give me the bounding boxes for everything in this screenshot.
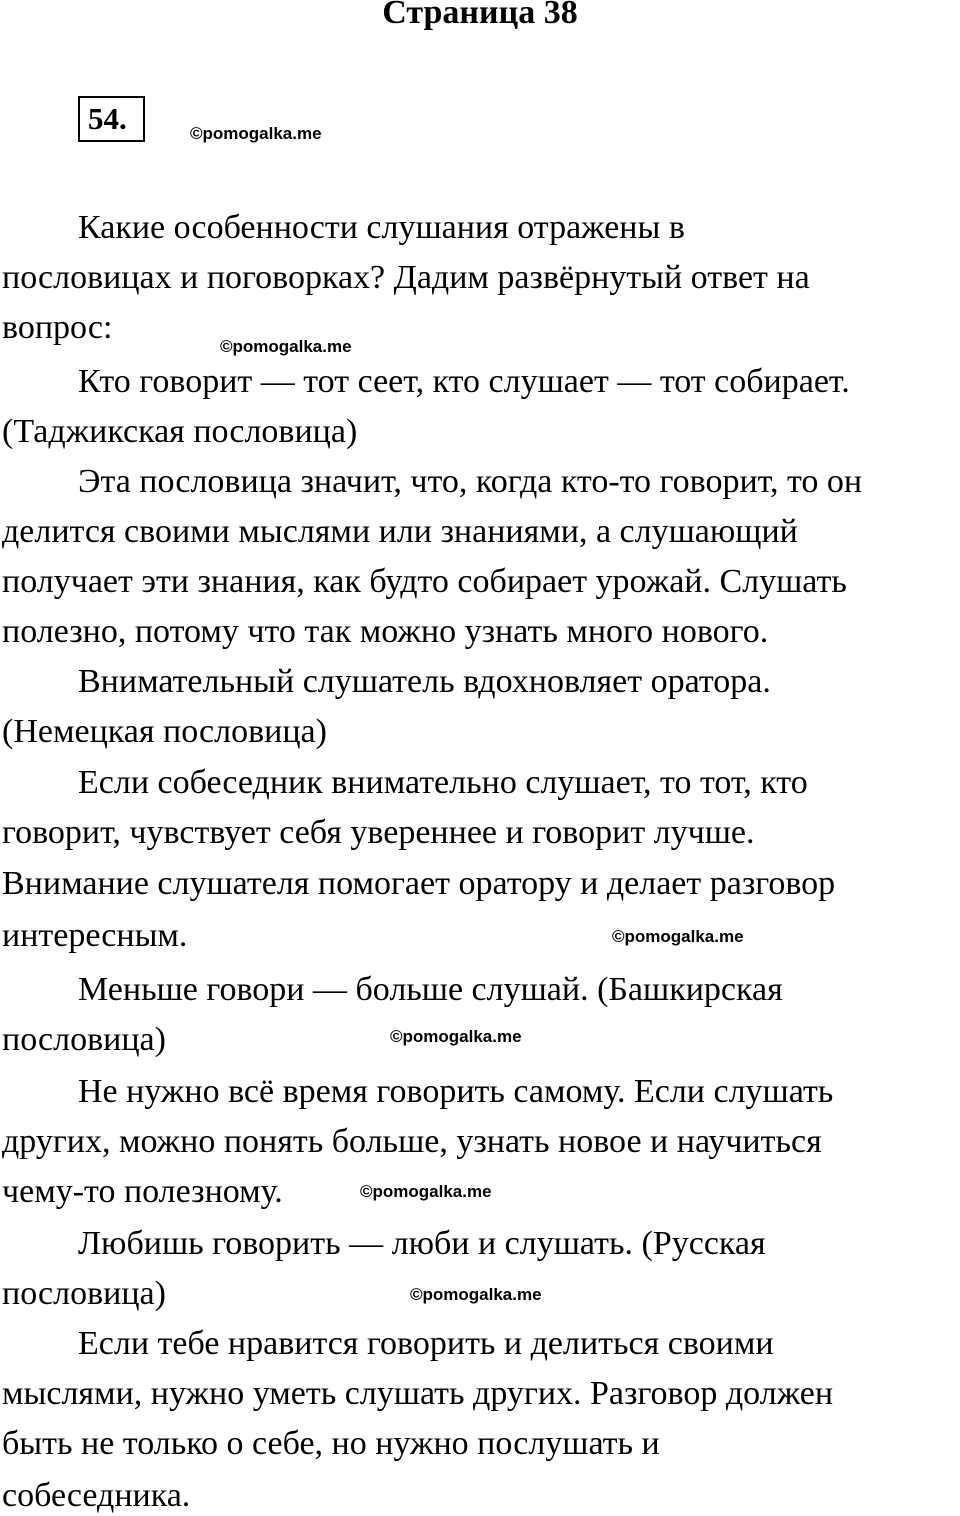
text-line: Не нужно всё время говорить самому. Если слушать: [78, 1073, 834, 1110]
watermark: ©pomogalka.me: [360, 1182, 492, 1201]
text-line: Внимательный слушатель вдохновляет оратора.: [78, 663, 771, 700]
text-line: интересным.: [2, 917, 188, 954]
text-line: полезно, потому что так можно узнать много нового.: [2, 613, 769, 650]
page-title: Страница 38: [382, 0, 578, 31]
text-line: собеседника.: [2, 1477, 191, 1514]
text-line: пословица): [2, 1021, 166, 1058]
watermark: ©pomogalka.me: [220, 337, 352, 356]
exercise-number: 54.: [78, 96, 145, 142]
text-line: делится своими мыслями или знаниями, а слушающий: [2, 513, 798, 550]
text-line: говорит, чувствует себя увереннее и говорит лучше.: [2, 814, 755, 851]
text-line: мыслями, нужно уметь слушать других. Разговор должен: [2, 1375, 834, 1412]
text-line: вопрос:: [2, 309, 113, 346]
text-line: быть не только о себе, но нужно послушать и: [2, 1425, 660, 1462]
text-line: Если тебе нравится говорить и делиться своими: [78, 1325, 774, 1362]
text-line: Меньше говори — больше слушай. (Башкирская: [78, 971, 783, 1008]
text-line: получает эти знания, как будто собирает урожай. Слушать: [2, 563, 847, 600]
text-line: Внимание слушателя помогает оратору и делает разговор: [2, 865, 836, 902]
watermark: ©pomogalka.me: [390, 1027, 522, 1046]
text-line: чему-то полезному.: [2, 1173, 283, 1210]
text-line: пословицах и поговорках? Дадим развёрнутый ответ на: [2, 259, 810, 296]
text-line: Какие особенности слушания отражены в: [78, 209, 685, 246]
text-line: (Немецкая пословица): [2, 713, 327, 750]
text-line: Эта пословица значит, что, когда кто-то говорит, то он: [78, 463, 863, 500]
text-line: Любишь говорить — люби и слушать. (Русская: [78, 1225, 766, 1262]
text-line: (Таджикская пословица): [2, 413, 358, 450]
text-line: пословица): [2, 1275, 166, 1312]
text-line: других, можно понять больше, узнать новое и научиться: [2, 1123, 822, 1160]
text-line: Если собеседник внимательно слушает, то тот, кто: [78, 764, 808, 801]
watermark: ©pomogalka.me: [612, 927, 744, 946]
watermark: ©pomogalka.me: [190, 124, 322, 143]
watermark: ©pomogalka.me: [410, 1285, 542, 1304]
text-line: Кто говорит — тот сеет, кто слушает — тот собирает.: [78, 363, 850, 400]
